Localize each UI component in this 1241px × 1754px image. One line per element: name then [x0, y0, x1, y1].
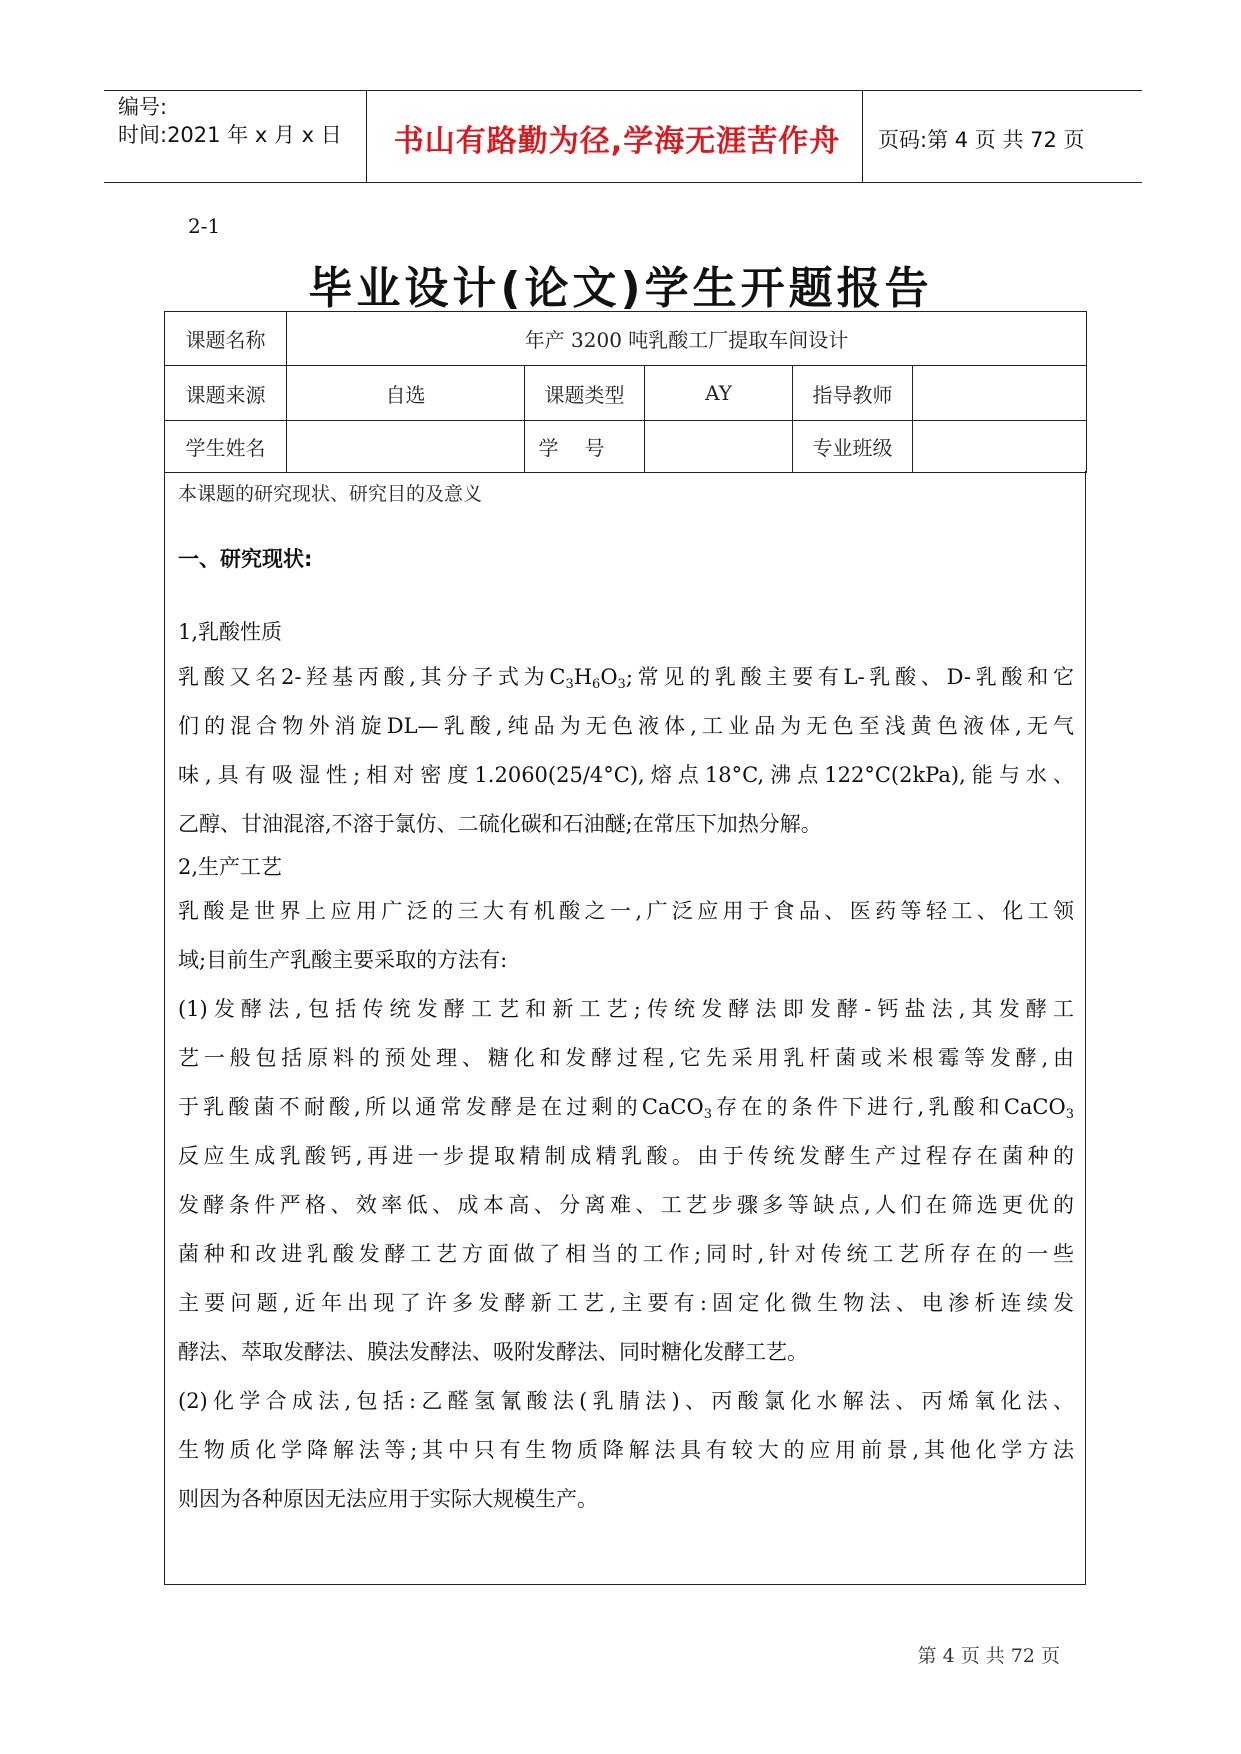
- paragraph-process: [178, 887, 1074, 1524]
- source-label: 课题来源: [165, 366, 287, 421]
- subsection-heading-properties: 1,乳酸性质: [178, 620, 283, 644]
- document-title: 毕业设计(论文)学生开题报告: [308, 263, 933, 314]
- source-value: 自选: [287, 366, 525, 421]
- form-number: 2-1: [188, 214, 221, 238]
- section-label: 本课题的研究现状、研究目的及意义: [178, 483, 483, 505]
- table-row: [165, 421, 1087, 473]
- header-number: 编号:: [118, 95, 168, 119]
- class-value[interactable]: [913, 421, 1087, 473]
- paragraph-line: 于乳酸菌不耐酸,所以通常发酵是在过剩的CaCO$_3$存在的条件下进行,乳酸和CaCO$_3$: [178, 1095, 1074, 1122]
- paragraph-line: 味,具有吸湿性;相对密度1.2060(25/4°C),熔点18°C,沸点122°C(2kPa),能与水、: [178, 763, 1074, 787]
- topic-label: 课题名称: [165, 312, 287, 366]
- header-meta: [118, 93, 342, 149]
- section-heading: 一、研究现状:: [178, 547, 313, 571]
- header-bottom-rule: [104, 182, 1142, 183]
- page-footer: 第 4 页 共 72 页: [917, 1645, 1060, 1667]
- paragraph-line: 反应生成乳酸钙,再进一步提取精制成精乳酸。由于传统发酵生产过程存在菌种的: [178, 1144, 1074, 1168]
- paragraph-line: (1)发酵法,包括传统发酵工艺和新工艺;传统发酵法即发酵-钙盐法,其发酵工: [178, 997, 1074, 1021]
- paragraph-line: 乙醇、甘油混溶,不溶于氯仿、二硫化碳和石油醚;在常压下加热分解。: [178, 812, 822, 836]
- paragraph-properties: [178, 653, 1074, 849]
- paragraph-line: 酵法、萃取发酵法、膜法发酵法、吸附发酵法、同时糖化发酵工艺。: [178, 1340, 808, 1364]
- paragraph-line: 域;目前生产乳酸主要采取的方法有:: [178, 948, 508, 972]
- table-row: [165, 366, 1087, 421]
- header-motto: 书山有路勤为径,学海无涯苦作舟: [393, 124, 841, 159]
- paragraph-line: 发酵条件严格、效率低、成本高、分离难、工艺步骤多等缺点,人们在筛选更优的: [178, 1193, 1074, 1217]
- type-value: AY: [645, 366, 793, 421]
- header-page-number: 页码:第 4 页 共 72 页: [878, 128, 1085, 152]
- student-value[interactable]: [287, 421, 525, 473]
- header-time: 时间:2021 年 x 月 x 日: [118, 123, 342, 147]
- paragraph-line: 菌种和改进乳酸发酵工艺方面做了相当的工作;同时,针对传统工艺所存在的一些: [178, 1242, 1074, 1266]
- paragraph-line: 乳酸是世界上应用广泛的三大有机酸之一,广泛应用于食品、医药等轻工、化工领: [178, 899, 1074, 923]
- paragraph-line: 生物质化学降解法等;其中只有生物质降解法具有较大的应用前景,其他化学方法: [178, 1438, 1074, 1462]
- paragraph-line: (2)化学合成法,包括:乙醛氢氰酸法(乳腈法)、丙酸氯化水解法、丙烯氧化法、: [178, 1389, 1074, 1413]
- id-label: 学号: [525, 421, 645, 473]
- student-label: 学生姓名: [165, 421, 287, 473]
- header-divider-right: [862, 91, 863, 183]
- id-value[interactable]: [645, 421, 793, 473]
- type-label: 课题类型: [525, 366, 645, 421]
- header-top-rule: [104, 90, 1142, 91]
- info-table: [164, 311, 1087, 473]
- paragraph-line: 则因为各种原因无法应用于实际大规模生产。: [178, 1487, 598, 1511]
- paragraph-line: 艺一般包括原料的预处理、糖化和发酵过程,它先采用乳杆菌或米根霉等发酵,由: [178, 1046, 1074, 1070]
- topic-value: 年产 3200 吨乳酸工厂提取车间设计: [287, 312, 1087, 366]
- class-label: 专业班级: [793, 421, 913, 473]
- table-row: [165, 312, 1087, 366]
- advisor-label: 指导教师: [793, 366, 913, 421]
- header-divider-left: [366, 91, 367, 183]
- paragraph-line: 乳酸又名2-羟基丙酸,其分子式为$C_3H_6O_3$;常见的乳酸主要有L-乳酸、D-乳酸和它: [178, 665, 1074, 692]
- paragraph-line: 们的混合物外消旋DL—乳酸,纯品为无色液体,工业品为无色至浅黄色液体,无气: [178, 714, 1074, 738]
- advisor-value[interactable]: [913, 366, 1087, 421]
- subsection-heading-process: 2,生产工艺: [178, 855, 283, 879]
- paragraph-line: 主要问题,近年出现了许多发酵新工艺,主要有:固定化微生物法、电渗析连续发: [178, 1291, 1074, 1315]
